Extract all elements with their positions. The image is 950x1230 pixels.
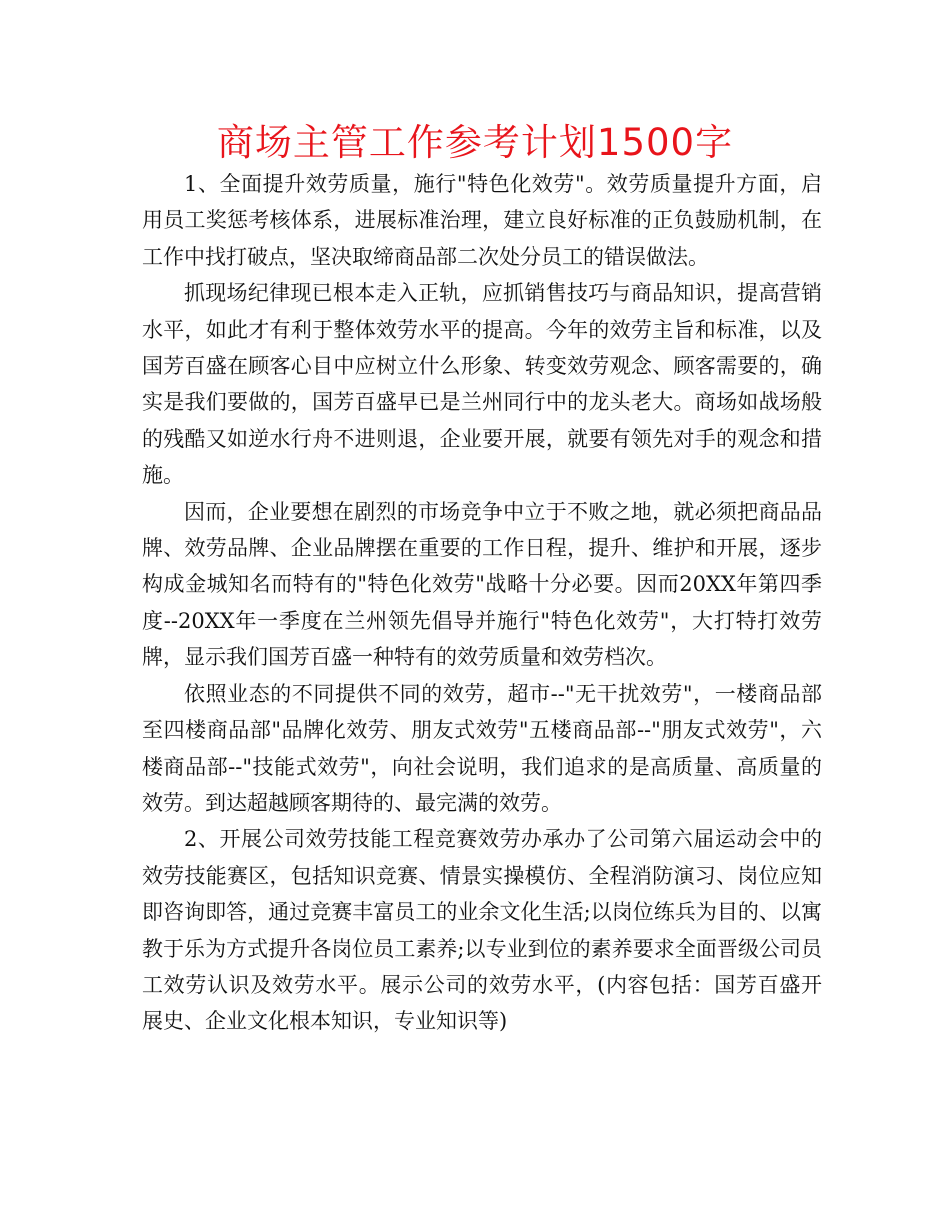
- paragraph-3: 因而，企业要想在剧烈的市场竞争中立于不败之地，就必须把商品品牌、效劳品牌、企业品牌摆在重要的工作日程，提升、维护和开展，逐步构成金城知名而特有的"特色化效劳"战略十分必要。因而20XX年第四季度--20XX年一季度在兰州领先倡导并施行"特色化效劳"，大打特打效劳牌，显示我们国芳百盛一种特有的效劳质量和效劳档次。: [142, 499, 822, 670]
- document-body: [142, 166, 822, 1040]
- document-title: 商场主管工作参考计划1500字: [216, 121, 734, 164]
- paragraph-1: 1、全面提升效劳质量，施行"特色化效劳"。效劳质量提升方面，启用员工奖惩考核体系，进展标准治理，建立良好标准的正负鼓励机制，在工作中找打破点，坚决取缔商品部二次处分员工的错误做法。: [142, 172, 822, 269]
- paragraph-4: 依照业态的不同提供不同的效劳，超市--"无干扰效劳"，一楼商品部至四楼商品部"品牌化效劳、朋友式效劳"五楼商品部--"朋友式效劳"，六楼商品部--"技能式效劳"，向社会说明，我们追求的是高质量、高质量的效劳。到达超越顾客期待的、最完满的效劳。: [142, 681, 822, 815]
- paragraph-2: 抓现场纪律现已根本走入正轨，应抓销售技巧与商品知识，提高营销水平，如此才有利于整体效劳水平的提高。今年的效劳主旨和标准，以及国芳百盛在顾客心目中应树立什么形象、转变效劳观念、顾客需要的，确实是我们要做的，国芳百盛早已是兰州同行中的龙头老大。商场如战场般的残酷又如逆水行舟不进则退，企业要开展，就要有领先对手的观念和措施。: [142, 281, 822, 488]
- paragraph-5: 2、开展公司效劳技能工程竞赛效劳办承办了公司第六届运动会中的效劳技能赛区，包括知识竞赛、情景实操模仿、全程消防演习、岗位应知即咨询即答，通过竞赛丰富员工的业余文化生活;以岗位练兵为目的、以寓教于乐为方式提升各岗位员工素养;以专业到位的素养要求全面晋级公司员工效劳认识及效劳水平。展示公司的效劳水平，(内容包括：国芳百盛开展史、企业文化根本知识，专业知识等): [142, 827, 822, 1034]
